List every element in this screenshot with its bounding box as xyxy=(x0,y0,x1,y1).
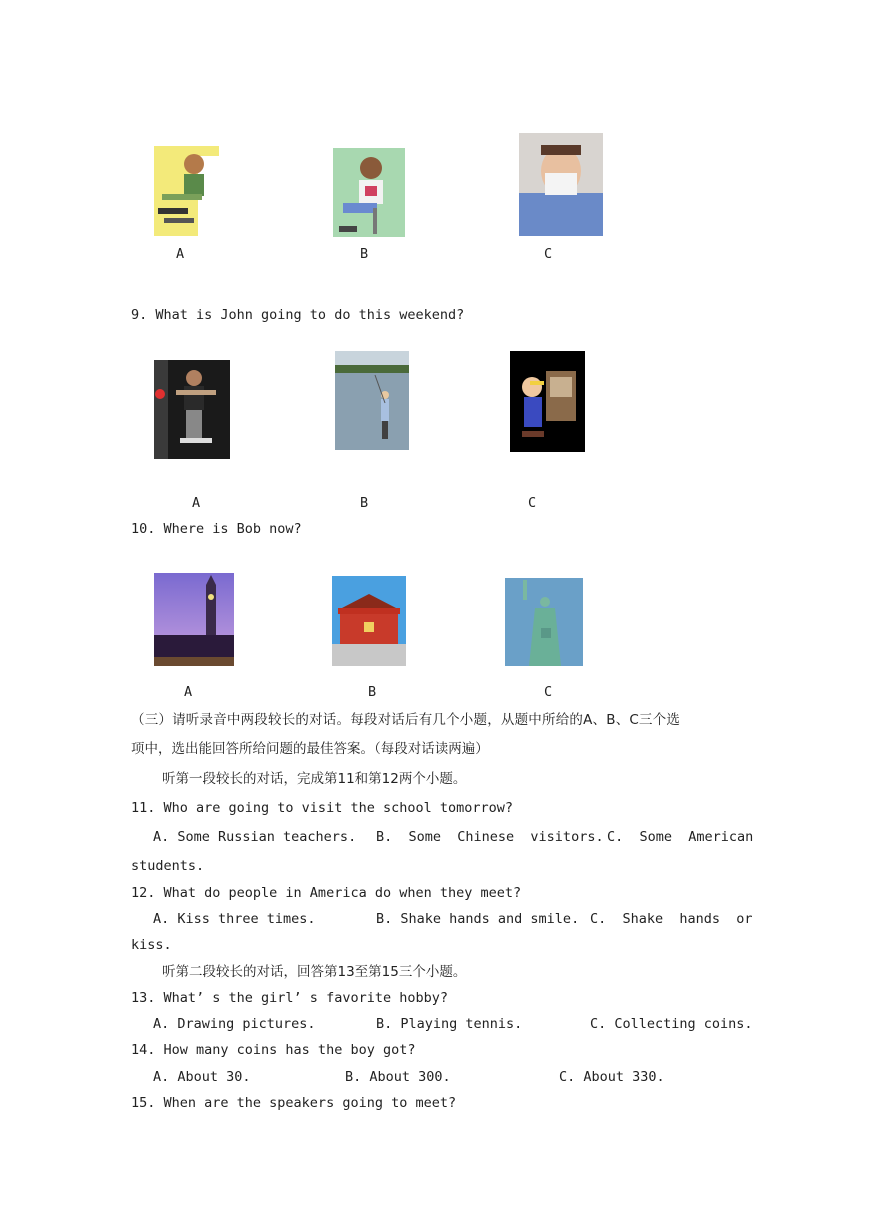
q11-option-b: B. Some Chinese visitors. xyxy=(376,829,604,845)
q12-option-a: A. Kiss three times. xyxy=(153,911,316,927)
q9-label-a: A xyxy=(192,495,201,511)
q8-image-b xyxy=(333,148,405,237)
q8-image-c xyxy=(519,133,603,236)
q13-question: 13. What’ s the girl’ s favorite hobby? xyxy=(131,990,448,1006)
q12-option-b: B. Shake hands and smile. xyxy=(376,911,580,927)
q15-question: 15. When are the speakers going to meet? xyxy=(131,1095,457,1111)
dialog2-intro: 听第二段较长的对话，回答第13至第15三个小题。 xyxy=(162,964,467,980)
q11-option-c: C. Some American xyxy=(607,829,754,845)
q9-image-b xyxy=(335,351,409,450)
q8-image-a xyxy=(154,146,219,236)
q12-option-c: C. Shake hands or xyxy=(590,911,753,927)
q10-label-a: A xyxy=(184,684,193,700)
q12-question: 12. What do people in America do when they meet? xyxy=(131,885,522,901)
q10-image-a xyxy=(154,573,234,666)
q13-option-c: C. Collecting coins. xyxy=(590,1016,753,1032)
q10-question: 10. Where is Bob now? xyxy=(131,521,302,537)
q14-option-a: A. About 30. xyxy=(153,1069,251,1085)
q14-option-c: C. About 330. xyxy=(559,1069,665,1085)
q9-question: 9. What is John going to do this weekend? xyxy=(131,307,465,323)
q10-label-c: C xyxy=(544,684,553,700)
q9-label-b: B xyxy=(360,495,369,511)
q13-option-a: A. Drawing pictures. xyxy=(153,1016,316,1032)
q12-option-c-cont: kiss. xyxy=(131,937,172,953)
q10-image-c xyxy=(505,578,583,666)
dialog1-intro: 听第一段较长的对话，完成第11和第12两个小题。 xyxy=(162,771,467,787)
q13-option-b: B. Playing tennis. xyxy=(376,1016,523,1032)
q8-label-c: C xyxy=(544,246,553,262)
q11-question: 11. Who are going to visit the school tomorrow? xyxy=(131,800,514,816)
q10-image-b xyxy=(332,576,406,666)
q9-image-a xyxy=(154,360,230,459)
q11-option-a: A. Some Russian teachers. xyxy=(153,829,357,845)
q10-label-b: B xyxy=(368,684,377,700)
q9-image-c xyxy=(510,351,585,452)
q9-label-c: C xyxy=(528,495,537,511)
q11-option-c-cont: students. xyxy=(131,858,205,874)
section3-instruction-line2: 项中，选出能回答所给问题的最佳答案。（每段对话读两遍） xyxy=(131,741,489,757)
q14-option-b: B. About 300. xyxy=(345,1069,451,1085)
section3-instruction-line1: （三）请听录音中两段较长的对话。每段对话后有几个小题，从题中所给的A、B、C三个选 xyxy=(131,712,681,728)
q8-label-b: B xyxy=(360,246,369,262)
q8-label-a: A xyxy=(176,246,185,262)
q14-question: 14. How many coins has the boy got? xyxy=(131,1042,416,1058)
